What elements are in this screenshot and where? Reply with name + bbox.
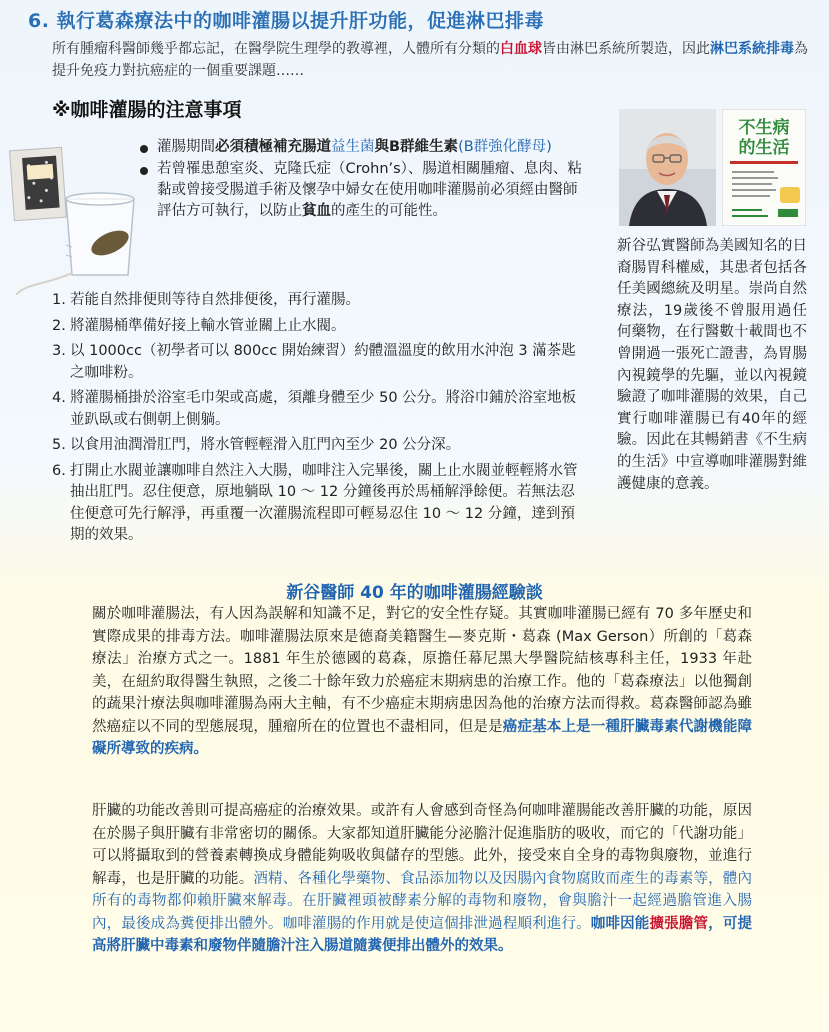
- step-item: 1. 若能自然排便則等待自然排便後，再行灌腸。: [52, 292, 360, 308]
- intro-paragraph: 所有腫瘤科醫師幾乎都忘記，在醫學院生理學的教導裡，人體所有分類的白血球皆由淋巴系統所製造，因此淋巴系統排毒為提升免疫力對抗癌症的一個重要課題……: [52, 41, 808, 79]
- toxins-highlight: 酒精、各種化學藥物、食品添加物以及因腸內食物腐敗而產生的毒素等，體內所有的毒物都仰賴肝臟來解毒。在肝臟裡頭被酵素分解的毒物和廢物，會與膽汁一起經過膽管進入腸內，最後成為糞便排出體外。咖啡灌腸的作用就是使這個排泄過程順利進行。: [92, 870, 752, 932]
- notes-title: ※咖啡灌腸的注意事項: [52, 99, 242, 121]
- step-item: 5. 以食用油潤滑肛門，將水管輕輕滑入肛門內至少 20 公分深。: [52, 437, 461, 453]
- notes-item-contraindications: 若曾罹患憩室炎、克隆氏症（Crohn’s）、腸道相關腫瘤、息肉、粘黏或曾接受腸道手術及懷孕中婦女在使用咖啡灌腸前必須經由醫師評估方可執行，以防止貧血的產生的可能性。: [140, 159, 590, 222]
- story-paragraph-2: 肝臟的功能改善則可提高癌症的治療效果。或許有人會感到奇怪為何咖啡灌腸能改善肝臟的功能，原因在於腸子與肝臟有非常密切的關係。大家都知道肝臟能分泌膽汁促進脂肪的吸收，而它的「代謝功能」可以將攝取到的營養素轉換成身體能夠吸收與儲存的型態。此外，接受來自全身的毒物與廢物，並進行解毒，也是肝臟的功能。酒精、各種化學藥物、食品添加物以及因腸內食物腐敗而產生的毒素等，體內所有的毒物都仰賴肝臟來解毒。在肝臟裡頭被酵素分解的毒物和廢物，會與膽汁一起經過膽管進入腸內，最後成為糞便排出體外。咖啡灌腸的作用就是使這個排泄過程順利進行。咖啡因能擴張膽管，可提高將肝臟中毒素和廢物伴隨膽汁注入腸道隨糞便排出體外的效果。: [92, 803, 753, 954]
- step-item: 2. 將灌腸桶準備好接上輸水管並關上止水閥。: [52, 317, 346, 334]
- notes-item-probiotics: 灌腸期間必須積極補充腸道益生菌與B群維生素(B群強化酵母): [140, 137, 590, 158]
- doctor-bio: 新谷弘實醫師為美國知名的日裔腸胃科權威，其患者包括各任美國總統及明星。崇尚自然療法，19歲後不曾服用過任何藥物，在行醫數十載間也不曾開過一張死亡證書，為胃腸內視鏡學的先驅，並以內視鏡驗證了咖啡灌腸的效果，自己實行咖啡灌腸已有40年的經驗。因此在其暢銷書《不生病的生活》中宣導咖啡灌腸對維護健康的意義。: [617, 238, 807, 492]
- story-title: 新谷醫師 40 年的咖啡灌腸經驗談: [286, 583, 543, 603]
- step-item: 4. 將灌腸桶掛於浴室毛巾架或高處，須離身體至少 50 公分。將浴巾鋪於浴室地板並趴臥或右側朝上側躺。: [52, 390, 577, 428]
- section-title: 6. 執行葛森療法中的咖啡灌腸以提升肝功能，促進淋巴排毒: [28, 10, 545, 32]
- book-cover: [722, 109, 806, 226]
- steps-list: [52, 290, 587, 551]
- story-paragraph-1: 關於咖啡灌腸法，有人因為誤解和知識不足，對它的安全性存疑。其實咖啡灌腸已經有 70 多年歷史和實際成果的排毒方法。咖啡灌腸法原來是德裔美籍醫生—麥克斯・葛森 (Max Gerson）所創的「葛森療法」治療方式之一。1881 年生於德國的葛森，原擔任幕尼黑大學醫院結核專科主任，1933 年赴美，在紐約取得醫生執照，之後二十餘年致力於癌症末期病患的治療工作。他的「葛森療法」以他獨創的蔬果汁療法與咖啡灌腸為兩大主軸，有不少癌症末期病患因為他的治療方法而得救。葛森醫師認為雖然癌症以不同的型態展現，腫瘤所在的位置也不盡相同，但是是癌症基本上是一種肝臟毒素代謝機能障礙所導致的疾病。: [92, 606, 753, 757]
- step-item: 6. 打開止水閥並讓咖啡自然注入大腸，咖啡注入完畢後，關上止水閥並輕輕將水管抽出肛門。忍住便意，原地躺臥 10 ～ 12 分鐘後再於馬桶解淨餘便。若無法忍住便意可先行解淨，再重覆一次灌腸流程即可輕易忍住 10 ～ 12 分鐘，達到預期的效果。: [52, 462, 578, 543]
- white-blood-cell-highlight: 白血球: [500, 41, 542, 57]
- book-title-line2: 的生活: [738, 138, 790, 158]
- bile-duct-highlight: 擴張膽管: [649, 915, 709, 932]
- cancer-liver-highlight: 癌症基本上是一種肝臟毒素代謝機能障礙所導致的疾病。: [92, 718, 753, 757]
- doctor-portrait: [619, 109, 716, 226]
- step-item: 3. 以 1000cc（初學者可以 800cc 開始練習）約體溫溫度的飲用水沖泡 3 滿茶匙之咖啡粉。: [52, 343, 576, 381]
- notes-list: [140, 137, 590, 223]
- lymph-detox-highlight: 淋巴系統排毒: [710, 41, 794, 57]
- coffee-enema-kit-illustration: [6, 135, 146, 295]
- book-title-line1: 不生病: [738, 118, 790, 138]
